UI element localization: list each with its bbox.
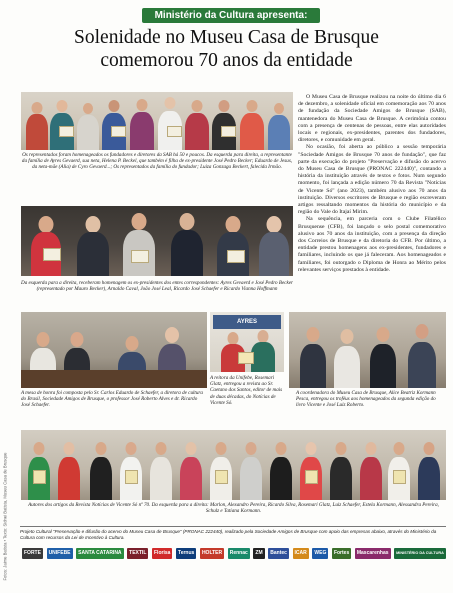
photo-mesa-de-honra	[21, 312, 207, 388]
article-body	[298, 94, 446, 274]
photo-ex-presidents	[21, 206, 293, 276]
caption-photo-5: A coordenadora do Museu Casa de Brusque, Alice Beatriz Kormann Pesca, entregou os troféus aos homenageados da segunda edição do livro Vicente e José Luiz Roberto.	[296, 390, 436, 409]
headline-line-2: comemorou 70 anos da entidade	[100, 50, 353, 71]
article-paragraph-1: O Museu Casa de Brusque realizou na noite do último dia 6 de dezembro, a solenidade oficial em comemoração aos 70 anos de fundação da Sociedade Amigos de Brusque (SAB), mantenedora do Museu Casa de Brusque. A cerimônia contou com a presença de centenas de pessoas, entre elas autoridades locais e regionais, ex-presidentes, parentes dos fundadores, diretores, e comunidade em geral.	[298, 94, 446, 144]
sponsor-logo: Fortes	[332, 548, 351, 559]
sponsor-logo: TEXTIL	[127, 548, 148, 559]
caption-photo-1: Os representados foram homenageados os fundadores e diretores da SAB há 50 e poucos. Da esquerda para direita, a representante da família de Ayres Gevaerd, sua neta, Helena P. Beckel, que também é filha de ex-presidente José Pedro Becker; Eduardo de Jesus, da neta-mãe (Alia) de Cyro Gevaerd...; Os representados da família do fundador; Luiza Gonzaga Beckert, falecida Irmão.	[21, 152, 293, 171]
sponsor-logo: Ternus	[176, 548, 196, 559]
sponsor-logo: MINISTÉRIO DA CULTURA	[394, 548, 446, 559]
sponsor-logo: HOLTER	[200, 548, 224, 559]
sponsor-logo: ICAR	[293, 548, 309, 559]
sponsor-logo: ZM	[253, 548, 264, 559]
revista-banner-graphic: AYRES	[213, 315, 281, 329]
banner: Ministério da Cultura apresenta:	[142, 8, 320, 23]
headline-line-1: Solenidade no Museu Casa de Brusque	[74, 27, 379, 48]
sponsor-logo: FORTE	[22, 548, 43, 559]
headline	[10, 26, 443, 72]
side-credit	[1, 350, 9, 590]
photo-trofeus	[289, 312, 446, 388]
caption-photo-6: Autores dos artigos da Revista Notícias de Vicente Só nº 70. Da esquerda para a direita: Marlon, Alexandro Pereira, Ricardo Silva, Rosemari Glatz, Luiz Schaefer, Estela Kormann, Alessandra Pereira, Schulz e Tatiana Kormann.	[28, 502, 439, 515]
sponsor-logo: Rennac	[228, 548, 250, 559]
sponsor-logo: WEG	[312, 548, 328, 559]
sponsor-logo: Florisa	[152, 548, 172, 559]
sponsor-logos	[22, 545, 446, 561]
photo-honorees-group	[21, 92, 293, 150]
caption-photo-4: A reitora da Unifebe, Rosemari Glatz, entregou a revista ao Sr. Caetano dos Santos, editor de mais de duas décadas, do Notícias de Vicente Só.	[210, 375, 283, 406]
photo-autores	[21, 430, 446, 500]
article-paragraph-3: Na sequência, em parceria com o Clube Filatélico Brusquense (CFB), foi lançado o selo postal comemorativo alusivo aos 70 anos da instituição, com a presença da direção dos Correios de Brusque e da diretoria do CFB. Por último, a entidade prestou homenagens aos ex-presidentes, fundadores e familiares, incluindo os que já faleceram. Aos homenageados e familiares, foi outorgado o Diploma de Honra ao Mérito pelos relevantes serviços prestados à entidade.	[298, 216, 446, 273]
footer-text: Projeto Cultural "Preservação e difusão do acervo do Museu Casa de Brusque" (PRONAC 222440), realizado pela Sociedade Amigos de Brusque com apoio das empresas abaixo, através do Ministério da Cultura com recursos da Lei de Incentivo à Cultura.	[20, 529, 437, 540]
photo-revista	[210, 312, 284, 372]
caption-photo-2: Da esquerda para a direita, receberam homenagem os ex-presidentes dos entes correspondentes: Ayres Gevaerd e José Pedro Becker (representado por Mauro Becker), Arnaldo Caval, João José Leal, Ricardo José Schaefer e Ricardo Vianna Hoffmann	[21, 280, 293, 293]
footer-divider	[20, 526, 446, 527]
sponsor-logo: UNIFEBE	[47, 548, 73, 559]
sponsor-logo: Bantec	[268, 548, 289, 559]
article-paragraph-2: No ocasião, foi aberta ao público a sessão temporária "Sociedade Amigos de Brusque 70 anos de fundação", que faz parte da execução do projeto "Preservação e difusão do acervo do Museu Casa de Brusque (PRONAC 222440)", contando a história da instituição através de textos e fotos. Num segundo momento, foi lançada a edição número 70 da Revista "Notícias de Vicente Só" (ano 2023), também alusivo aos 70 anos da instituição. Diversos escritores de Brusque e região escreveram artigos ressaltando momentos da história do município e da região do Vale do Itajaí Mirim.	[298, 144, 446, 216]
caption-photo-3: A mesa de honra foi composta pelo Sr. Carlos Eduardo de Schaefer, a diretora de cultura do Brasil, Sociedade Amigos de Brusque, o professor José Roberto Alves e dr. Ricardo José Schaefer.	[21, 390, 203, 409]
sponsor-logo: Mascarenhas	[355, 548, 391, 559]
side-credit-text: Fotos: Jaime Batista • Texto: Sidnei Batista, Museu Casa de Brusque	[2, 452, 8, 581]
sponsor-logo: SANTA CATARINA	[76, 548, 123, 559]
